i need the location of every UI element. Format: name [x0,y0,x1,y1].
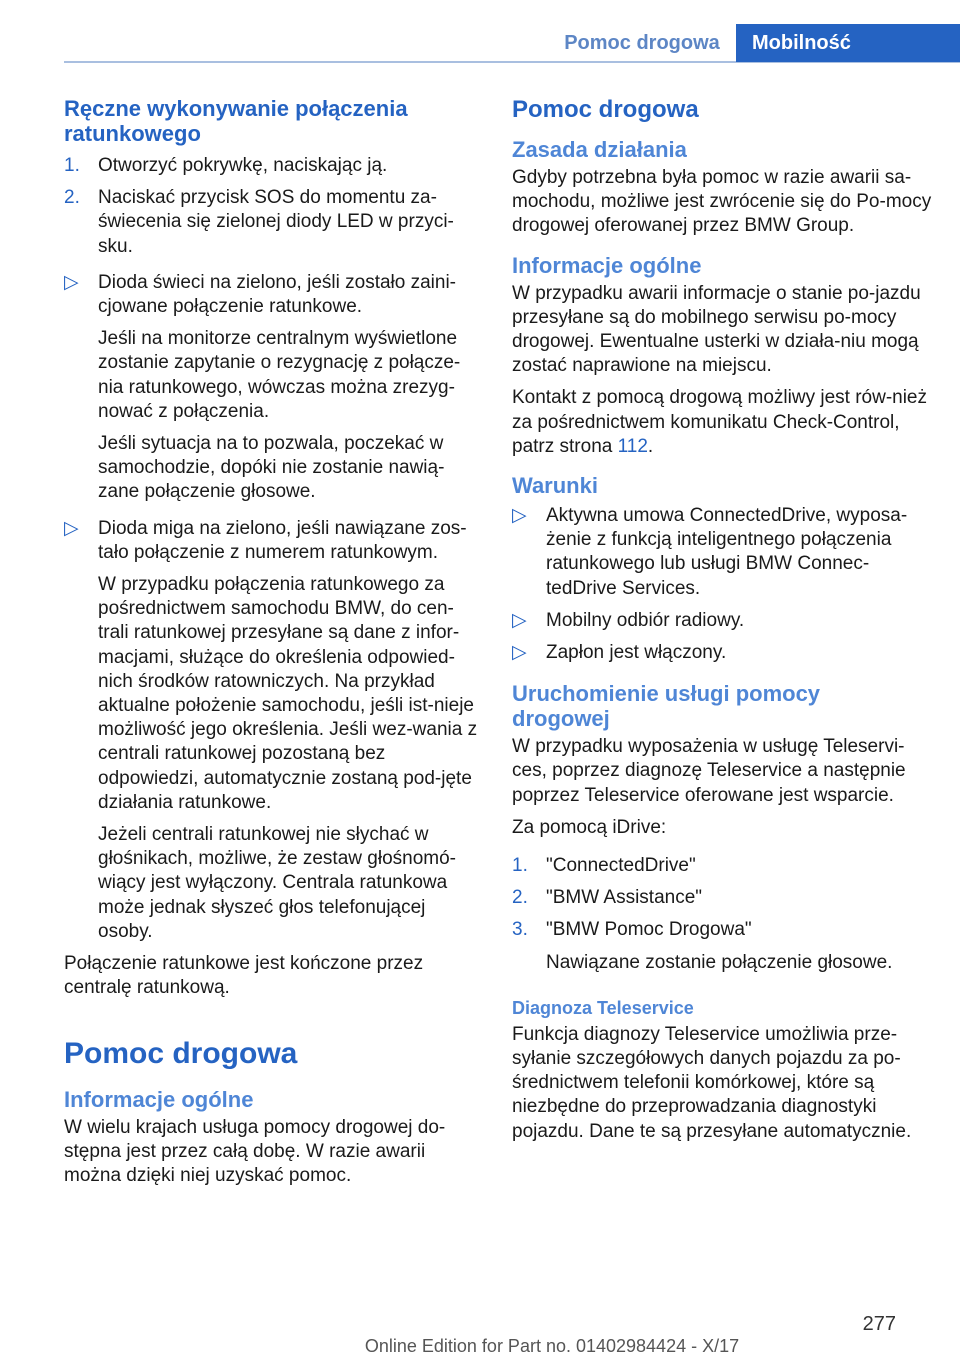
paragraph: Gdyby potrzebna była pomoc w razie awarii sa‐mochodu, możliwe jest zwrócenie się do Po‐mocy drogowej oferowanej przez BMW Group. [512,167,932,237]
paragraph: W przypadku wyposażenia w usługę Teleservi‐ces, poprzez diagnozę Teleservice a następnie poprzez Teleservice oferowane jest wsparcie. [512,736,906,806]
triangle-bullet-icon: ▷ [64,517,79,539]
paragraph: Kontakt z pomocą drogową możliwy jest rów‐nież za pośrednictwem komunikatu Check-Control, patrz strona 112. [512,387,928,457]
list-item: 1. Otworzyć pokrywkę, naciskając ją. [64,155,388,176]
triangle-bullet-icon: ▷ [512,642,527,664]
list-item: 1. "ConnectedDrive" [512,855,696,877]
page-number: 277 [862,1313,896,1335]
triangle-bullet-icon: ▷ [512,505,527,527]
paragraph: Połączenie ratunkowe jest kończone przez centralę ratunkową. [64,953,424,999]
paragraph: Jeżeli centrali ratunkowej nie słychać w głośnikach, możliwe, że zestaw głośnomó‐wiący jest wyłączony. Centrala ratunkowa może jednak słyszeć głos telefonującej osoby. [98,824,456,942]
paragraph: Jeśli sytuacja na to pozwala, poczekać w samochodzie, dopóki nie zostanie nawią‐zane połączenie głosowe. [98,433,445,503]
paragraph: W przypadku awarii informacje o stanie po‐jazdu przesyłane są do mobilnego serwisu po‐mocy drogowej. Ewentualne usterki w działa‐niu mogą zostać naprawione na miejscu. [512,282,921,377]
heading-start-service: Uruchomienie usługi pomocy drogowej [512,681,821,732]
list-item: ▷ Zapłon jest włączony. [512,641,932,665]
list-item: 2. "BMW Assistance" [512,887,703,909]
header-section: Pomoc drogowa [564,31,720,54]
heading-principle: Zasada działania [512,137,687,162]
heading-roadside-assistance: Pomoc drogowa [512,96,699,123]
heading-teleservice-diagnosis: Diagnoza Teleservice [512,997,694,1018]
list-item: 3. "BMW Pomoc Drogowa" [512,919,752,941]
heading-roadside-assistance: Pomoc drogowa [64,1036,298,1070]
header-chapter-tab: Mobilność [736,24,960,62]
list-item: ▷ Aktywna umowa ConnectedDrive, wyposa‐żenie z funkcją inteligentnego połączenia ratunkowego lub usługi BMW Connec‐tedDrive Services. [512,505,908,599]
left-column [64,96,480,1188]
footer-edition: Online Edition for Part no. 01402984424 - X/17 [364,1336,740,1356]
heading-general-info: Informacje ogólne [64,1086,254,1112]
paragraph: Jeśli na monitorze centralnym wyświetlone zostanie zapytanie o rezygnację z połącze‐nia ratunkowego, wówczas można zrezyg‐nować z połączenia. [98,328,461,422]
paragraph: Za pomocą iDrive: [512,816,667,838]
list-item: ▷ Dioda miga na zielono, jeśli nawiązane zos‐tało połączenie z numerem ratunkowym. [64,517,467,563]
paragraph: W przypadku połączenia ratunkowego za pośrednictwem samochodu BMW, do cen‐trali ratunkowej przesyłane są dane z infor‐macjami, służące do określenia odpowied‐nich środków ratowniczych. Na przykład aktualne położenie samochodu, jeśli ist‐nieje możliwość jego określenia. Jeśli wez‐wania z centrali ratunkowej pozostaną bez odpowiedzi, automatycznie zostaną pod‐jęte działania ratunkowe. [98,574,478,813]
right-column [512,96,932,1144]
heading-general-info: Informacje ogólne [512,252,702,278]
triangle-bullet-icon: ▷ [512,609,527,631]
heading-conditions: Warunki [512,473,598,499]
heading-manual-call: Ręczne wykonywanie połączenia ratunkowego [64,96,408,146]
paragraph: Funkcja diagnozy Teleservice umożliwia prze‐syłanie szczegółowych danych pojazdu za po‐średnictwem telefonii komórkowej, które są niezbędne do przeprowadzania diagnostyki pojazdu. Dane te są przesyłane automatycznie. [512,1023,912,1142]
list-item: ▷ Mobilny odbiór radiowy. [512,609,932,633]
list-item: ▷ Dioda świeci na zielono, jeśli zostało zaini‐cjowane połączenie ratunkowe. [64,271,457,318]
paragraph: Nawiązane zostanie połączenie głosowe. [546,951,893,973]
triangle-bullet-icon: ▷ [64,271,79,293]
paragraph: W wielu krajach usługa pomocy drogowej do‐stępna jest przez całą dobę. W razie awarii można dzięki niej uzyskać pomoc. [64,1116,446,1186]
page-link[interactable]: 112 [617,435,648,457]
list-item: 2. Naciskać przycisk SOS do momentu za‐świecenia się zielonej diody LED w przyci‐sku. [64,187,454,257]
